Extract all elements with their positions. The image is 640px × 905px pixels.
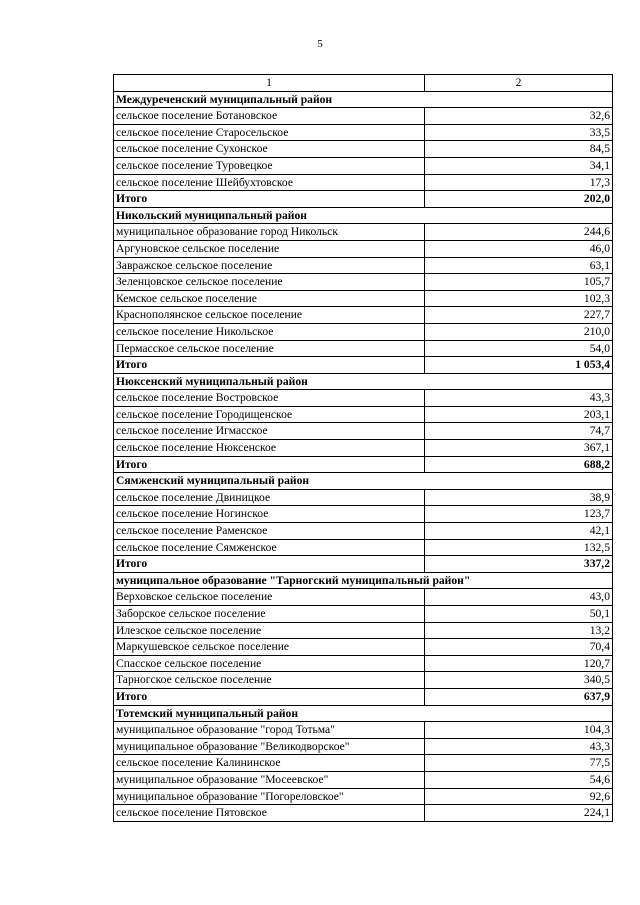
settlement-name: сельское поселение Раменское: [114, 523, 425, 540]
amount-value: 74,7: [425, 423, 613, 440]
amount-value: 227,7: [425, 307, 613, 324]
section-title: муниципальное образование "Тарногский муниципальный район": [114, 572, 613, 589]
amount-value: 367,1: [425, 440, 613, 457]
table-row: [114, 589, 613, 606]
amount-value: 224,1: [425, 805, 613, 822]
total-value: 637,9: [425, 688, 613, 705]
amount-value: 77,5: [425, 755, 613, 772]
settlement-name: сельское поселение Ботановское: [114, 108, 425, 125]
table-row: [114, 124, 613, 141]
total-row: [114, 688, 613, 705]
amount-value: 92,6: [425, 788, 613, 805]
amount-value: 132,5: [425, 539, 613, 556]
table-row: [114, 240, 613, 257]
total-value: 202,0: [425, 191, 613, 208]
amount-value: 38,9: [425, 489, 613, 506]
section-title: Тотемский муниципальный район: [114, 705, 613, 722]
settlement-name: сельское поселение Городищенское: [114, 406, 425, 423]
settlement-name: муниципальное образование "Великодворское": [114, 738, 425, 755]
total-row: [114, 191, 613, 208]
settlement-name: Аргуновское сельское поселение: [114, 240, 425, 257]
table-row: [114, 224, 613, 241]
amount-value: 33,5: [425, 124, 613, 141]
amount-value: 63,1: [425, 257, 613, 274]
settlement-name: сельское поселение Игмасское: [114, 423, 425, 440]
table-row: [114, 141, 613, 158]
section-title: Никольский муниципальный район: [114, 207, 613, 224]
section-header-row: [114, 207, 613, 224]
settlement-name: сельское поселение Сямженское: [114, 539, 425, 556]
amount-value: 102,3: [425, 290, 613, 307]
table-row: [114, 274, 613, 291]
total-row: [114, 556, 613, 573]
amount-value: 54,6: [425, 771, 613, 788]
table-row: [114, 290, 613, 307]
total-label: Итого: [114, 688, 425, 705]
amount-value: 50,1: [425, 606, 613, 623]
table-row: [114, 539, 613, 556]
table-header-row: [114, 75, 613, 92]
table-row: [114, 108, 613, 125]
settlement-name: сельское поселение Шейбухтовское: [114, 174, 425, 191]
table-row: [114, 423, 613, 440]
total-label: Итого: [114, 456, 425, 473]
settlement-name: муниципальное образование "город Тотьма": [114, 722, 425, 739]
settlement-name: Зеленцовское сельское поселение: [114, 274, 425, 291]
settlement-name: сельское поселение Никольское: [114, 323, 425, 340]
table-row: [114, 523, 613, 540]
amount-value: 210,0: [425, 323, 613, 340]
total-label: Итого: [114, 556, 425, 573]
section-header-row: [114, 473, 613, 490]
settlement-name: Тарногское сельское поселение: [114, 672, 425, 689]
settlement-name: сельское поселение Туровецкое: [114, 157, 425, 174]
amount-value: 84,5: [425, 141, 613, 158]
total-value: 337,2: [425, 556, 613, 573]
table-row: [114, 755, 613, 772]
amount-value: 105,7: [425, 274, 613, 291]
data-table: [113, 74, 613, 822]
amount-value: 17,3: [425, 174, 613, 191]
table-row: [114, 788, 613, 805]
column-header-1: 1: [114, 75, 425, 92]
table-row: [114, 307, 613, 324]
section-header-row: [114, 373, 613, 390]
settlement-name: Завражское сельское поселение: [114, 257, 425, 274]
settlement-name: Верховское сельское поселение: [114, 589, 425, 606]
settlement-name: муниципальное образование город Никольск: [114, 224, 425, 241]
settlement-name: Краснополянское сельское поселение: [114, 307, 425, 324]
table-row: [114, 257, 613, 274]
settlement-name: сельское поселение Старосельское: [114, 124, 425, 141]
total-value: 1 053,4: [425, 357, 613, 374]
amount-value: 43,0: [425, 589, 613, 606]
amount-value: 43,3: [425, 738, 613, 755]
total-value: 688,2: [425, 456, 613, 473]
total-label: Итого: [114, 191, 425, 208]
table-row: [114, 738, 613, 755]
settlement-name: Маркушевское сельское поселение: [114, 639, 425, 656]
amount-value: 13,2: [425, 622, 613, 639]
table-row: [114, 606, 613, 623]
settlement-name: сельское поселение Нюксенское: [114, 440, 425, 457]
amount-value: 70,4: [425, 639, 613, 656]
settlement-name: сельское поселение Двиницкое: [114, 489, 425, 506]
settlement-name: муниципальное образование "Мосеевское": [114, 771, 425, 788]
table-body: [114, 75, 613, 822]
amount-value: 42,1: [425, 523, 613, 540]
amount-value: 32,6: [425, 108, 613, 125]
settlement-name: сельское поселение Ногинское: [114, 506, 425, 523]
section-header-row: [114, 91, 613, 108]
table-row: [114, 655, 613, 672]
settlement-name: Заборское сельское поселение: [114, 606, 425, 623]
total-row: [114, 357, 613, 374]
table-row: [114, 157, 613, 174]
amount-value: 54,0: [425, 340, 613, 357]
table-row: [114, 340, 613, 357]
amount-value: 120,7: [425, 655, 613, 672]
table-row: [114, 440, 613, 457]
amount-value: 123,7: [425, 506, 613, 523]
amount-value: 104,3: [425, 722, 613, 739]
table-row: [114, 639, 613, 656]
amount-value: 46,0: [425, 240, 613, 257]
page-number: 5: [317, 38, 323, 50]
column-header-2: 2: [425, 75, 613, 92]
settlement-name: Кемское сельское поселение: [114, 290, 425, 307]
settlement-name: муниципальное образование "Погореловское": [114, 788, 425, 805]
amount-value: 203,1: [425, 406, 613, 423]
amount-value: 244,6: [425, 224, 613, 241]
table-row: [114, 622, 613, 639]
total-row: [114, 456, 613, 473]
settlement-name: сельское поселение Пятовское: [114, 805, 425, 822]
amount-value: 340,5: [425, 672, 613, 689]
settlement-name: Илезское сельское поселение: [114, 622, 425, 639]
section-title: Междуреченский муниципальный район: [114, 91, 613, 108]
section-header-row: [114, 705, 613, 722]
table-row: [114, 506, 613, 523]
settlement-name: Спасское сельское поселение: [114, 655, 425, 672]
table-row: [114, 323, 613, 340]
total-label: Итого: [114, 357, 425, 374]
section-title: Нюксенский муниципальный район: [114, 373, 613, 390]
table-row: [114, 489, 613, 506]
table-row: [114, 390, 613, 407]
table-row: [114, 805, 613, 822]
settlement-name: сельское поселение Сухонское: [114, 141, 425, 158]
settlement-name: Пермасское сельское поселение: [114, 340, 425, 357]
table-row: [114, 672, 613, 689]
table-row: [114, 174, 613, 191]
table-row: [114, 771, 613, 788]
section-title: Сямженский муниципальный район: [114, 473, 613, 490]
amount-value: 34,1: [425, 157, 613, 174]
amount-value: 43,3: [425, 390, 613, 407]
table-row: [114, 406, 613, 423]
table-row: [114, 722, 613, 739]
section-header-row: [114, 572, 613, 589]
settlement-name: сельское поселение Востровское: [114, 390, 425, 407]
settlement-name: сельское поселение Калининское: [114, 755, 425, 772]
